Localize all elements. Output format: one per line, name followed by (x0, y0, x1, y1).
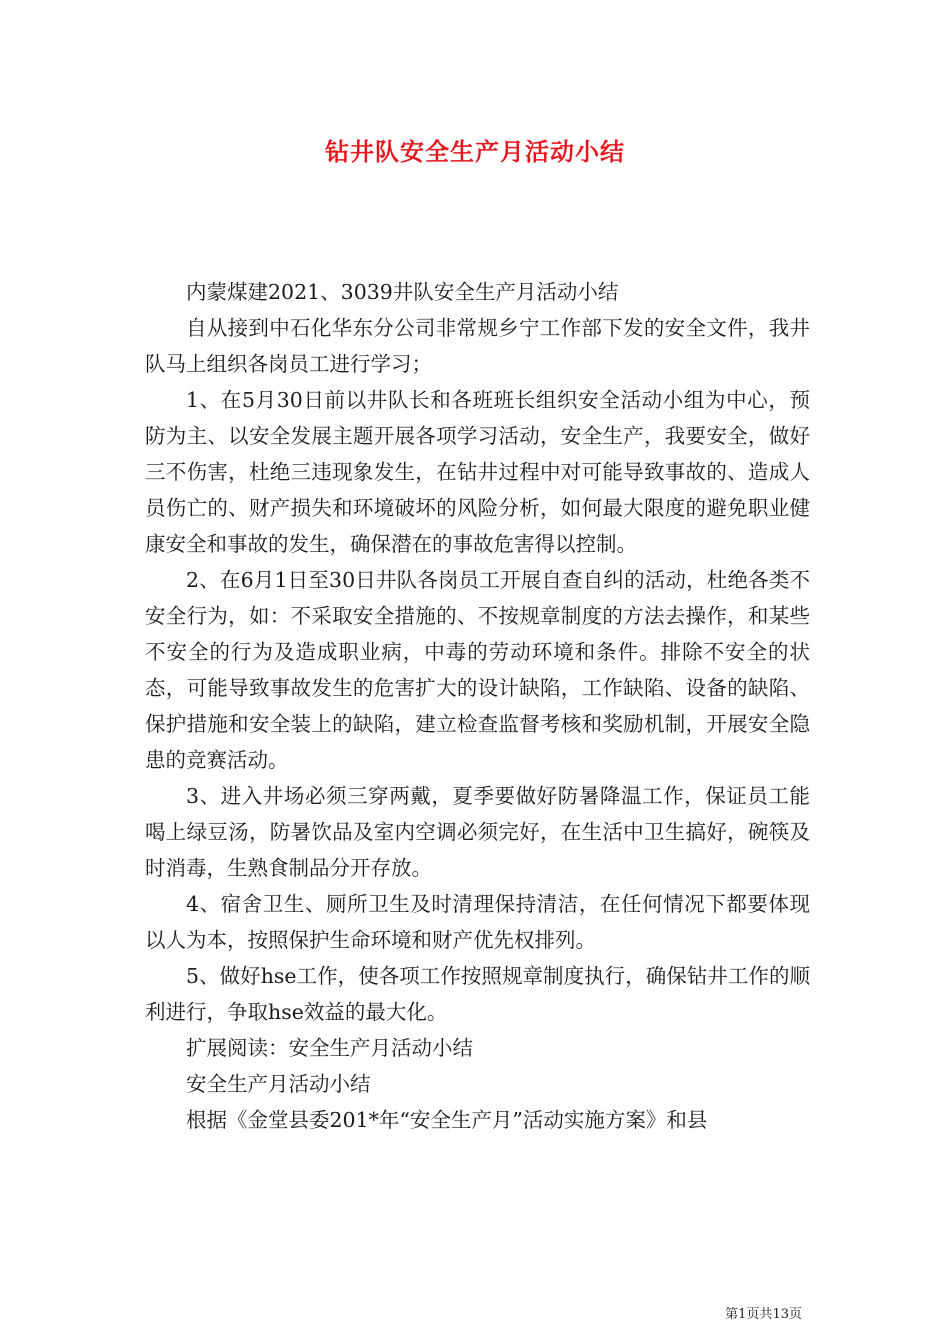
paragraph-intro: 自从接到中石化华东分公司非常规乡宁工作部下发的安全文件，我井队马上组织各岗员工进行学习； (145, 316, 810, 376)
paragraph-item-5: 5、做好hse工作，使各项工作按照规章制度执行，确保钻井工作的顺利进行，争取hse效益的最大化。 (145, 964, 810, 1024)
paragraph-section-heading: 安全生产月活动小结 (186, 1072, 371, 1096)
paragraph-item-2: 2、在6月1日至30日井队各岗员工开展自查自纠的活动，杜绝各类不安全行为，如：不采取安全措施的、不按规章制度的方法去操作，和某些不安全的行为及造成职业病，中毒的劳动环境和条件。排除不安全的状态，可能导致事故发生的危害扩大的设计缺陷，工作缺陷、设备的缺陷、保护措施和安全装上的缺陷，建立检查监督考核和奖励机制，开展安全隐患的竞赛活动。 (145, 568, 810, 772)
paragraph-extended-reading: 扩展阅读：安全生产月活动小结 (186, 1036, 473, 1060)
paragraph-continuation: 根据《金堂县委201*年“安全生产月”活动实施方案》和县 (186, 1108, 708, 1132)
document-body (145, 274, 810, 1138)
paragraph-item-1: 1、在5月30日前以井队长和各班班长组织安全活动小组为中心，预防为主、以安全发展主题开展各项学习活动，安全生产，我要安全，做好三不伤害，杜绝三违现象发生，在钻井过程中对可能导致事故的、造成人员伤亡的、财产损失和环境破坏的风险分析，如何最大限度的避免职业健康安全和事故的发生，确保潜在的事故危害得以控制。 (145, 388, 810, 556)
paragraph-item-4: 4、宿舍卫生、厕所卫生及时清理保持清洁，在任何情况下都要体现以人为本，按照保护生命环境和财产优先权排列。 (145, 892, 810, 952)
paragraph-item-3: 3、进入井场必须三穿两戴，夏季要做好防暑降温工作，保证员工能喝上绿豆汤，防暑饮品及室内空调必须完好，在生活中卫生搞好，碗筷及时消毒，生熟食制品分开存放。 (145, 784, 810, 880)
page-number: 第1页共13页 (725, 1307, 802, 1322)
document-title: 钻井队安全生产月活动小结 (325, 137, 625, 166)
paragraph-subtitle: 内蒙煤建2021、3039井队安全生产月活动小结 (186, 280, 619, 304)
